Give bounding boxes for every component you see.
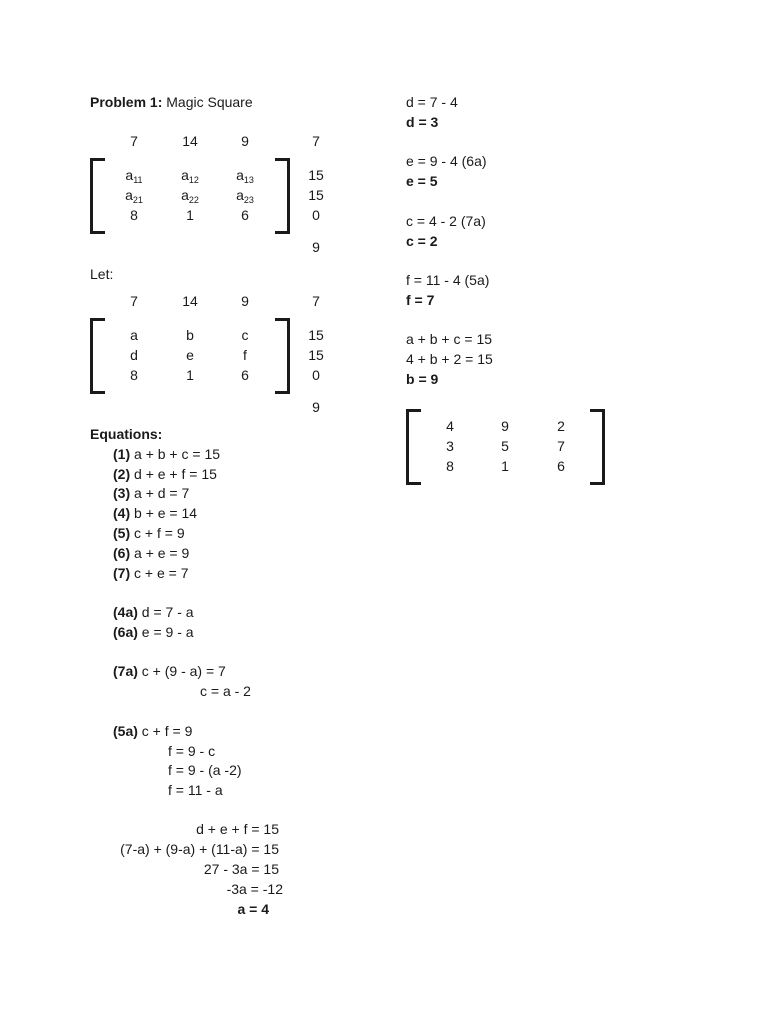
derived-equation: (5a) c + f = 9 [113,723,193,739]
final-cell: 9 [501,418,509,434]
matrix-cell: b [186,327,194,343]
matrix-cell: 6 [241,207,249,223]
equation: (2) d + e + f = 15 [113,466,217,482]
col-sum: 9 [241,133,249,149]
equation: (1) a + b + c = 15 [113,446,221,462]
equations-heading: Equations: [90,426,163,442]
derived-equation: (7a) c + (9 - a) = 7 [113,663,226,679]
matrix-cell: $a_{13}$ [236,167,254,185]
matrix-cell: a [130,327,138,343]
row-sum: 15 [308,167,324,183]
row-sum: 15 [308,327,324,343]
row-sum: 15 [308,187,324,203]
right-bracket [275,318,290,394]
derived-continuation: f = 11 - a [168,782,223,798]
matrix-cell: $a_{23}$ [236,187,254,205]
final-cell: 2 [557,418,565,434]
step-line: f = 11 - 4 (5a) [406,272,490,288]
left-bracket [406,409,421,485]
final-cell: 4 [446,418,454,434]
step-result: b = 9 [406,371,439,387]
step-line: c = 4 - 2 (7a) [406,213,486,229]
row-sum: 0 [312,207,320,223]
problem-name: Magic Square [166,94,253,110]
col-sum: 14 [182,293,198,309]
final-cell: 3 [446,438,454,454]
right-bracket [275,158,290,234]
matrix-cell: $a_{21}$ [125,187,143,205]
equation: (7) c + e = 7 [113,565,189,581]
final-cell: 6 [557,458,565,474]
final-cell: 1 [501,458,509,474]
matrix-cell: f [243,347,247,363]
final-cell: 5 [501,438,509,454]
step-line: e = 9 - 4 (6a) [406,153,487,169]
matrix-cell: $a_{12}$ [181,167,199,185]
diagonal-sum: 9 [312,239,320,255]
derived-equation: (6a) e = 9 - a [113,624,194,640]
equation: (4) b + e = 14 [113,505,198,521]
matrix-cell: $a_{11}$ [125,167,143,185]
col-sum: 14 [182,133,198,149]
final-cell: 7 [557,438,565,454]
solve-line: 27 - 3a = 15 [203,861,279,877]
solve-result: a = 4 [237,901,269,917]
matrix-cell: c [241,327,249,343]
derived-continuation: c = a - 2 [200,683,251,699]
row-sum: 15 [308,347,324,363]
problem-label: Problem 1: [90,94,163,110]
left-bracket [90,158,105,234]
step-result: f = 7 [406,292,435,308]
right-bracket [590,409,605,485]
step-line: a + b + c = 15 [406,331,493,347]
matrix-cell: 8 [130,207,138,223]
matrix-cell: 6 [241,367,249,383]
solve-line: (7-a) + (9-a) + (11-a) = 15 [120,841,279,857]
matrix-cell: e [186,347,194,363]
step-line: 4 + b + 2 = 15 [406,351,493,367]
matrix-cell: 8 [130,367,138,383]
matrix-cell: $a_{22}$ [181,187,199,205]
step-result: d = 3 [406,114,439,130]
diagonal-sum: 9 [312,399,320,415]
col-sum: 7 [130,133,138,149]
matrix-cell: d [130,347,138,363]
matrix-cell: 1 [186,207,194,223]
derived-continuation: f = 9 - c [168,743,216,759]
derived-equation: (4a) d = 7 - a [113,604,194,620]
col-sum: 9 [241,293,249,309]
equation: (5) c + f = 9 [113,525,185,541]
col-sum-diagonal: 7 [312,293,320,309]
left-bracket [90,318,105,394]
derived-continuation: f = 9 - (a -2) [168,762,242,778]
solve-line: d + e + f = 15 [196,821,279,837]
step-line: d = 7 - 4 [406,94,458,110]
equation: (6) a + e = 9 [113,545,190,561]
col-sum-diagonal: 7 [312,133,320,149]
matrix-cell: 1 [186,367,194,383]
equation: (3) a + d = 7 [113,485,190,501]
let-label: Let: [90,266,114,282]
problem-title [90,93,253,111]
row-sum: 0 [312,367,320,383]
step-result: e = 5 [406,173,438,189]
step-result: c = 2 [406,233,438,249]
col-sum: 7 [130,293,138,309]
final-cell: 8 [446,458,454,474]
solve-line: -3a = -12 [226,881,283,897]
